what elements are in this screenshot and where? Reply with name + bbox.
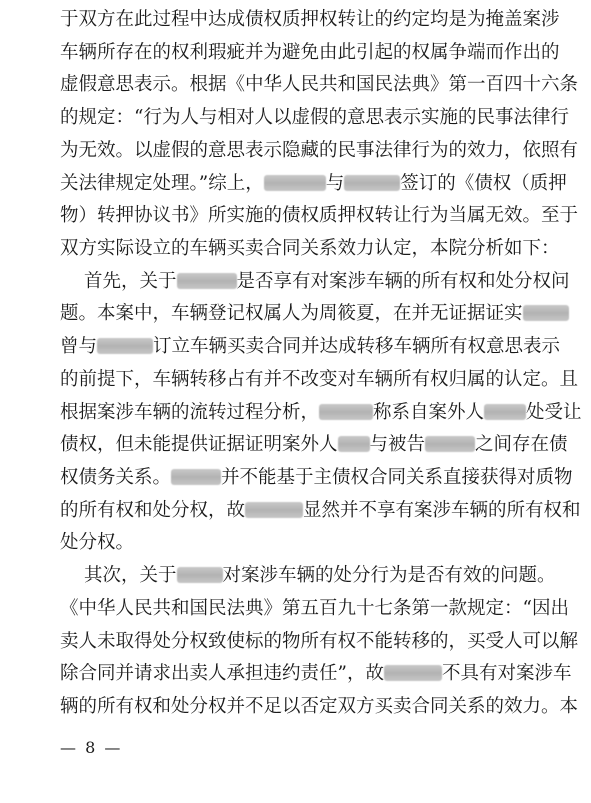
redaction-mark: [344, 175, 400, 191]
text-line: [84, 267, 570, 297]
text-line: [60, 496, 581, 526]
redaction-mark: [338, 436, 370, 452]
text-segment: 对案涉车辆的处分行为是否有效的问题。: [222, 565, 556, 586]
text-line: [60, 169, 567, 199]
page-number: — 8 —: [60, 738, 123, 757]
text-segment: 与被告: [369, 434, 426, 455]
redaction-mark: [177, 273, 237, 289]
text-line: 的前提下，车辆转移占有并不改变对车辆所有权归属的认定。且: [60, 369, 579, 390]
text-segment: 债权，但未能提供证据证明案外人: [60, 434, 338, 455]
redaction-mark: [171, 469, 221, 485]
text-segment: 并不能基于主债权合同关系直接获得对质物: [221, 467, 573, 488]
text-segment: 根据案涉车辆的流转过程分析，: [60, 402, 320, 423]
text-line: [60, 430, 568, 460]
text-line: [60, 398, 582, 428]
text-segment: 曾与: [60, 336, 98, 357]
text-segment: 其次，关于: [84, 565, 177, 586]
text-line: 于双方在此过程中达成债权质押权转让的约定均是为掩盖案涉: [60, 9, 560, 30]
redaction-mark: [245, 502, 303, 518]
text-segment: 处受让: [526, 402, 582, 423]
text-line: [60, 463, 573, 493]
text-segment: 除合同并请求出卖人承担违约责任”，故: [60, 663, 384, 684]
text-segment: 订立车辆买卖合同并达成转移车辆所有权意思表示: [153, 336, 561, 357]
text-segment: 关法律规定处理。”综上，: [60, 173, 264, 194]
text-line: 辆的所有权和处分权并不足以否定双方买卖合同关系的效力。本: [60, 696, 579, 717]
text-line: 处分权。: [60, 532, 135, 553]
text-line: [60, 659, 572, 689]
text-line: 虚假意思表示。根据《中华人民共和国民法典》第一百四十六条: [60, 74, 579, 95]
text-segment: 之间存在债: [475, 434, 568, 455]
redaction-mark: [484, 404, 526, 420]
text-line: 的规定：“行为人与相对人以虚假的意思表示实施的民事法律行: [60, 107, 569, 128]
redaction-mark: [523, 305, 569, 321]
text-segment: 称系自案外人: [373, 402, 485, 423]
text-segment: 题。本案中，车辆登记权属人为周筱夏，在并无证据证实: [60, 303, 523, 324]
text-line: 《中华人民共和国民法典》第五百九十七条第一款规定：“因出: [60, 598, 569, 619]
text-line: 双方实际设立的车辆买卖合同关系效力认定，本院分析如下：: [60, 238, 560, 259]
text-segment: 与: [325, 173, 345, 194]
redaction-mark: [97, 338, 153, 354]
text-segment: 显然并不享有案涉车辆的所有权和: [303, 500, 581, 521]
text-line: 为无效。以虚假的意思表示隐藏的民事法律行为的效力，依照有: [60, 140, 579, 161]
text-line: [60, 299, 525, 329]
redaction-mark: [425, 436, 475, 452]
text-line: 卖人未取得处分权致使标的物所有权不能转移的，买受人可以解: [60, 631, 579, 652]
text-segment: 首先，关于: [84, 271, 177, 292]
text-segment: 是否享有对案涉车辆的所有权和处分权问: [236, 271, 570, 292]
text-line: [60, 332, 561, 362]
text-line: 物）转押协议书》所实施的债权质押权转让行为当属无效。至于: [60, 205, 579, 226]
text-segment: 权债务关系。: [60, 467, 172, 488]
redaction-mark: [264, 175, 326, 191]
text-segment: 签订的《债权（质押: [400, 173, 567, 194]
redaction-mark: [384, 665, 442, 681]
text-segment: 不具有对案涉车: [441, 663, 572, 684]
text-segment: 的所有权和处分权，故: [60, 500, 246, 521]
redaction-mark: [177, 567, 223, 583]
redaction-mark: [319, 404, 373, 420]
text-line: [84, 561, 556, 591]
text-line: 车辆所存在的权利瑕疵并为避免由此引起的权属争端而作出的: [60, 42, 560, 63]
